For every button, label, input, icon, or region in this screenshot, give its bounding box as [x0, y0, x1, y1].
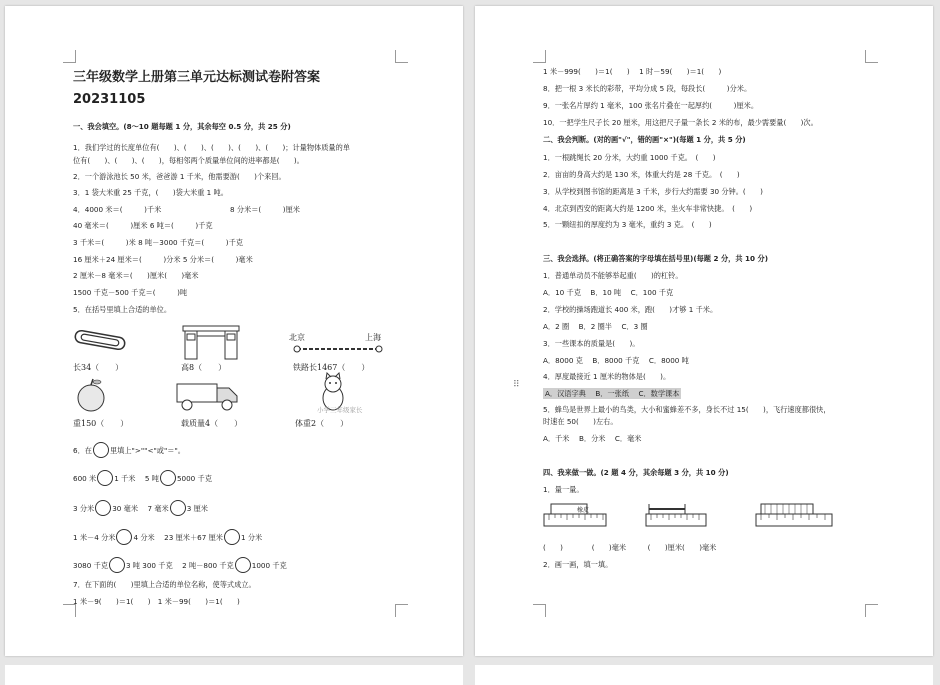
image-label: 载质量4（ ） — [181, 419, 243, 428]
compare-left: 1 米－4 分米 — [73, 533, 116, 542]
image-label: 体重2（ ） — [295, 419, 349, 428]
compare-mid: 30 毫米 7 毫米 — [112, 504, 169, 513]
apple-illustration — [75, 378, 107, 412]
question-text: 3．从学校到图书馆的距离是 3 千米，步行大约需要 30 分钟。( ) — [543, 187, 763, 196]
question-text: 8．把一根 3 米长的彩带，平均分成 5 段，每段长( )分米。 — [543, 84, 752, 93]
section-heading: 四、我来做一做。(2 题 4 分，其余每题 3 分，共 10 分) — [543, 468, 729, 477]
compare-circle — [160, 470, 176, 486]
compare-mid: 4 分米 23 厘米＋67 厘米 — [133, 533, 223, 542]
question-text: 2．画一画，填一填。 — [543, 560, 613, 569]
document-page-1 — [5, 6, 463, 656]
question-text: 3 千米＝( )米 8 吨－3000 千克＝( )千克 — [73, 238, 243, 247]
comparison-row — [73, 557, 287, 573]
ruler-answers: ( ) ( )毫米 ( )厘米( )毫米 — [543, 543, 717, 552]
document-page-4-top — [475, 665, 933, 685]
document-page-3-top — [5, 665, 463, 685]
compare-mid: 1 千米 5 吨 — [114, 474, 159, 483]
question-text: 7．在下面的( )里填上合适的单位名称，使等式成立。 — [73, 580, 256, 589]
question-text: 5．一颗纽扣的厚度约为 3 毫米，重约 3 克。 ( ) — [543, 220, 712, 229]
question-text: 3．1 袋大米重 25 千克，( )袋大米重 1 吨。 — [73, 188, 228, 197]
image-label: 高8（ ） — [181, 363, 227, 372]
question-text: 位有( )、( )、( )，每相邻两个质量单位间的进率都是( )。 — [73, 156, 304, 165]
image-label: 重150（ ） — [73, 419, 129, 428]
compare-right: 1000 千克 — [251, 561, 287, 570]
compare-right: 5000 千克 — [176, 474, 212, 483]
comparison-row — [73, 470, 212, 486]
question-text: 1．一根跳绳长 20 分米，大约重 1000 千克。 ( ) — [543, 153, 716, 162]
ruler-comb-illustration — [755, 500, 835, 528]
answer-options: A．2 圈 B．2 圈半 C．3 圈 — [543, 322, 648, 331]
ruler-pin-illustration — [645, 500, 707, 528]
paperclip-illustration — [73, 328, 129, 354]
question-text: 1500 千克－500 千克＝( )吨 — [73, 288, 188, 297]
answer-options: A．8000 克 B．8000 千克 C．8000 吨 — [543, 356, 689, 365]
question-text: 1 米－9( )＝1( ) 1 米－99( )＝1( ) — [73, 597, 240, 606]
comparison-row — [73, 500, 208, 516]
margin-mark — [395, 50, 408, 63]
answer-options: A．10 千克 B．10 吨 C．100 千克 — [543, 288, 674, 297]
question-text: 16 厘米＋24 厘米＝( )分米 5 分米＝( )毫米 — [73, 255, 253, 264]
question-text: 8 分米＝( )厘米 — [230, 205, 300, 214]
question-text: 3．一些课本的质量是( )。 — [543, 339, 640, 348]
question-text: 4．厚度最接近 1 厘米的物体是( )。 — [543, 372, 671, 381]
doc-title-date: 20231105 — [73, 92, 146, 107]
compare-circle — [93, 442, 109, 458]
compare-circle — [235, 557, 251, 573]
q6-suffix: 里填上">""<"或"＝"。 — [109, 446, 185, 455]
answer-options: A．千米 B．分米 C．毫米 — [543, 434, 642, 443]
question-text: 2．学校的操场跑道长 400 米，跑( )才够 1 千米。 — [543, 305, 718, 314]
question-text: 2 厘米－8 毫米＝( )厘米( )毫米 — [73, 271, 199, 280]
compare-mid: 3 吨 300 千克 2 吨－800 千克 — [125, 561, 234, 570]
compare-left: 3080 千克 — [73, 561, 108, 570]
image-label: 铁路长1467（ ） — [293, 363, 370, 372]
section-heading: 二、我会判断。(对的画"√"，错的画"×")(每题 1 分，共 5 分) — [543, 135, 746, 144]
question-text: 9．一张名片厚约 1 毫米，100 张名片叠在一起厚约( )厘米。 — [543, 101, 759, 110]
q6-prefix: 6．在 — [73, 446, 92, 455]
margin-mark — [865, 604, 878, 617]
margin-mark — [865, 50, 878, 63]
compare-right: 1 分米 — [240, 533, 263, 542]
ruler-eraser-illustration — [543, 500, 607, 528]
compare-circle — [116, 529, 132, 545]
question-text: 2．亩亩的身高大约是 130 米，体重大约是 28 千克。 ( ) — [543, 170, 740, 179]
doc-title: 三年级数学上册第三单元达标测试卷附答案 — [73, 70, 321, 85]
question-text: 2．一个游泳池长 50 米，爸爸游 1 千米，他需要游( )个来回。 — [73, 172, 286, 181]
compare-circle — [97, 470, 113, 486]
truck-illustration — [175, 376, 241, 412]
railway-line-illustration — [293, 344, 383, 354]
question-text: 4．北京到西安的距离大约是 1200 米，坐火车非常快捷。 ( ) — [543, 204, 753, 213]
image-label: 长34（ ） — [73, 363, 124, 372]
question-text: 1．普通单动员不能够举起重( )的杠铃。 — [543, 271, 683, 280]
document-page-2 — [475, 6, 933, 656]
selected-answer-options[interactable]: A．汉语字典 B．一张纸 C．数学课本 — [545, 389, 680, 398]
compare-circle — [95, 500, 111, 516]
question-text: 40 毫米＝( )厘米 6 吨＝( )千克 — [73, 221, 213, 230]
comparison-row — [73, 529, 262, 545]
map-label-shanghai: 上海 — [365, 333, 381, 342]
compare-circle — [224, 529, 240, 545]
margin-mark — [533, 50, 546, 63]
compare-left: 600 米 — [73, 474, 97, 483]
map-label-beijing: 北京 — [289, 333, 305, 342]
question-text: 1．我们学过的长度单位有( )、( )、( )、( )、( )；计量物体质量的单 — [73, 143, 350, 152]
compare-circle — [109, 557, 125, 573]
drag-handle-icon[interactable]: ⠿ — [513, 380, 520, 390]
margin-mark — [63, 50, 76, 63]
section-heading: 一、我会填空。(8～10 题每题 1 分，其余每空 0.5 分，共 25 分) — [73, 122, 291, 131]
question-text: 5．在括号里填上合适的单位。 — [73, 305, 172, 314]
question-text: 1 米－999( )＝1( ) 1 时－59( )＝1( ) — [543, 67, 722, 76]
eraser-label: 橡皮 — [577, 507, 590, 514]
question-text: 5．蜂鸟是世界上最小的鸟类，大小和蜜蜂差不多，身长不过 15( )，飞行速度都很快， — [543, 405, 831, 414]
question-text: 10．一把学生尺子长 20 厘米，用这把尺子量一条长 2 米的布，最少需要量( )次。 — [543, 118, 818, 127]
desk-illustration — [181, 324, 243, 362]
watermark-text: 小学三年级家长 — [317, 406, 363, 414]
margin-mark — [533, 604, 546, 617]
compare-right: 3 厘米 — [186, 504, 208, 513]
section-heading: 三、我会选择。(将正确答案的字母填在括号里)(每题 2 分，共 10 分) — [543, 254, 769, 263]
compare-circle — [170, 500, 186, 516]
question-text: 1．量一量。 — [543, 485, 584, 494]
question-text — [73, 442, 185, 458]
compare-left: 3 分米 — [73, 504, 95, 513]
question-text: 4．4000 米＝( )千米 — [73, 205, 162, 214]
question-text: 时速在 50( )左右。 — [543, 417, 618, 426]
margin-mark — [395, 604, 408, 617]
